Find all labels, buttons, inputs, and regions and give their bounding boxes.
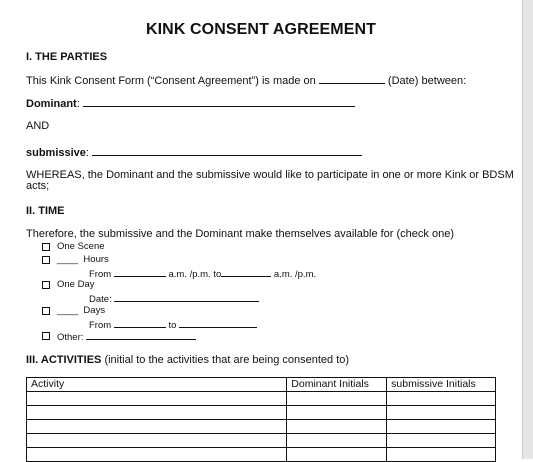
whereas-line-1: WHEREAS, the Dominant and the submissive would like to participate in one or more Kink or BDSM	[26, 169, 514, 181]
section-activities-heading-line	[26, 354, 349, 366]
activities-table	[26, 377, 496, 462]
days-to-label: to	[168, 320, 177, 331]
dominant-initials-cell[interactable]	[287, 434, 387, 448]
table-row	[27, 420, 496, 434]
submissive-initials-cell[interactable]	[387, 420, 496, 434]
one-day-date-line	[89, 292, 259, 305]
one-scene-label: One Scene	[57, 241, 105, 252]
to-time-blank[interactable]	[221, 267, 271, 277]
dominant-line: Dominant:	[26, 96, 355, 110]
from-time-blank[interactable]	[114, 267, 166, 277]
activity-cell[interactable]	[27, 392, 287, 406]
document-title: KINK CONSENT AGREEMENT	[145, 21, 377, 38]
hours-checkbox[interactable]	[42, 256, 50, 264]
section-time-heading: II. TIME	[26, 205, 65, 217]
table-row	[27, 392, 496, 406]
submissive-initials-cell[interactable]	[387, 434, 496, 448]
one-day-label: One Day	[57, 279, 95, 290]
dominant-initials-cell[interactable]	[287, 420, 387, 434]
hours-blank[interactable]: ____	[57, 254, 79, 265]
section-parties-heading: I. THE PARTIES	[26, 51, 108, 63]
col-activity: Activity	[27, 378, 287, 392]
days-from-blank[interactable]	[114, 318, 166, 328]
hours-line	[57, 254, 109, 265]
days-from-label: From	[89, 320, 112, 331]
consent-date-line	[26, 73, 466, 87]
table-row	[27, 434, 496, 448]
other-line	[57, 330, 196, 343]
hours-from-line	[89, 267, 316, 280]
activity-cell[interactable]	[27, 434, 287, 448]
days-to-blank[interactable]	[179, 318, 257, 328]
table-header-row	[27, 378, 496, 392]
dominant-label: Dominant	[26, 98, 77, 110]
intro-text: This Kink Consent Form (“Consent Agreement”) is made on	[26, 75, 316, 87]
table-row	[27, 406, 496, 420]
am-pm-label: a.m. /p.m.	[273, 269, 317, 280]
am-pm-to-label: a.m. /p.m. to	[168, 269, 222, 280]
activity-cell[interactable]	[27, 448, 287, 462]
time-intro: Therefore, the submissive and the Dominant make themselves available for (check one)	[26, 228, 454, 240]
submissive-name-blank[interactable]	[92, 145, 362, 156]
dominant-initials-cell[interactable]	[287, 392, 387, 406]
activity-cell[interactable]	[27, 420, 287, 434]
section-activities-heading: III. ACTIVITIES	[26, 354, 102, 366]
activities-note: (initial to the activities that are being consented to)	[104, 354, 350, 366]
days-blank[interactable]: ____	[57, 305, 79, 316]
dominant-initials-cell[interactable]	[287, 406, 387, 420]
col-dominant-initials: Dominant Initials	[287, 378, 387, 392]
submissive-initials-cell[interactable]	[387, 392, 496, 406]
submissive-initials-cell[interactable]	[387, 406, 496, 420]
col-submissive-initials: submissive Initials	[387, 378, 496, 392]
submissive-label: submissive	[26, 147, 86, 159]
and-text: AND	[26, 120, 50, 132]
date-blank[interactable]	[319, 73, 385, 84]
dominant-initials-cell[interactable]	[287, 448, 387, 462]
table-row	[27, 448, 496, 462]
one-day-date-blank[interactable]	[114, 292, 259, 302]
other-blank[interactable]	[86, 330, 196, 340]
days-checkbox[interactable]	[42, 307, 50, 315]
intro-after-text: (Date) between:	[387, 75, 467, 87]
from-label: From	[89, 269, 112, 280]
days-line	[57, 305, 105, 316]
whereas-line-2: acts;	[26, 180, 50, 192]
activity-cell[interactable]	[27, 406, 287, 420]
date-label: Date:	[89, 294, 112, 305]
dominant-name-blank[interactable]	[83, 96, 355, 107]
one-scene-checkbox[interactable]	[42, 243, 50, 251]
other-label: Other:	[57, 332, 84, 343]
one-day-checkbox[interactable]	[42, 281, 50, 289]
viewer-background	[523, 0, 533, 459]
submissive-line: submissive:	[26, 145, 362, 159]
hours-label: Hours	[83, 254, 109, 265]
submissive-initials-cell[interactable]	[387, 448, 496, 462]
days-label: Days	[83, 305, 106, 316]
other-checkbox[interactable]	[42, 332, 50, 340]
